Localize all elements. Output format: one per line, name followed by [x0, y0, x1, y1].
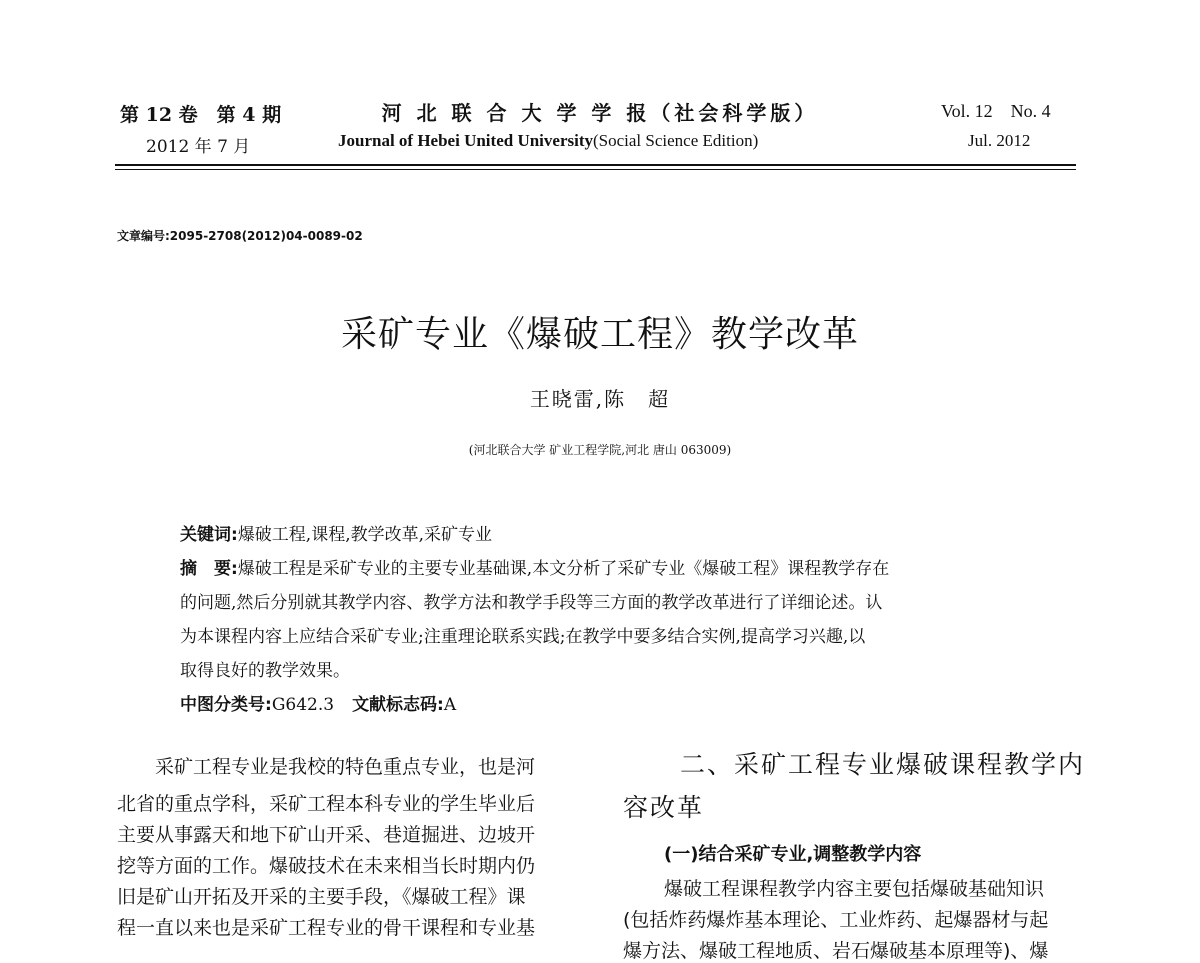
header-date-en: Jul. 2012: [968, 131, 1031, 150]
journal-title-en: [338, 131, 758, 151]
abstract-line: 取得良好的教学效果。: [180, 661, 350, 681]
keywords: [180, 520, 492, 545]
clc-label: 中图分类号:: [180, 695, 272, 715]
body-line: 主要从事露天和地下矿山开采、巷道掘进、边坡开: [117, 824, 536, 846]
section-heading-continued: 容改革: [623, 793, 705, 822]
header-date-cn: 2012 年 7 月: [146, 137, 251, 157]
section-heading: 二、采矿工程专业爆破课程教学内: [680, 750, 1086, 779]
body-line: 北省的重点学科，采矿工程本科专业的学生毕业后: [117, 793, 536, 815]
header-rule-thin: [115, 169, 1076, 170]
subsection-heading: (一)结合采矿专业,调整教学内容: [664, 844, 922, 865]
body-line: 程一直以来也是采矿工程专业的骨干课程和专业基: [117, 917, 536, 939]
body-line: 挖等方面的工作。爆破技术在未来相当长时期内仍: [117, 855, 536, 877]
article-number: 文章编号:2095-2708(2012)04-0089-02: [117, 229, 363, 243]
keywords-text: 爆破工程,课程,教学改革,采矿专业: [237, 525, 493, 545]
body-line: (包括炸药爆炸基本理论、工业炸药、起爆器材与起: [623, 909, 1049, 931]
classification: [180, 690, 456, 715]
article-authors: 王晓雷,陈 超: [529, 387, 671, 411]
body-line: 爆方法、爆破工程地质、岩石爆破基本原理等)、爆: [623, 940, 1049, 962]
body-line: 爆破工程课程教学内容主要包括爆破基础知识: [664, 878, 1045, 900]
author-affiliation: (河北联合大学 矿业工程学院,河北 唐山 063009): [468, 443, 732, 457]
keywords-label: 关键词:: [180, 525, 238, 545]
doc-code-value: A: [443, 695, 457, 715]
body-line: 采矿工程专业是我校的特色重点专业，也是河: [155, 756, 536, 778]
header-volume-issue-cn: 第 12 卷 第 4 期: [120, 104, 282, 126]
header-volume-issue-en: Vol. 12 No. 4: [941, 101, 1051, 121]
journal-title-en-sub: (Social Science Edition): [593, 131, 759, 150]
abstract-line: 的问题,然后分别就其教学内容、教学方法和教学手段等三方面的教学改革进行了详细论述。认: [180, 593, 883, 613]
header-rule-thick: [115, 164, 1076, 166]
body-line: 旧是矿山开拓及开采的主要手段，《爆破工程》课: [117, 886, 526, 908]
article-title: 采矿专业《爆破工程》教学改革: [340, 314, 859, 355]
abstract-line: 爆破工程是采矿专业的主要专业基础课,本文分析了采矿专业《爆破工程》课程教学存在: [237, 559, 890, 579]
journal-title-cn: 河 北 联 合 大 学 学 报（社会科学版）: [381, 101, 819, 125]
abstract-line: 为本课程内容上应结合采矿专业;注重理论联系实践;在教学中要多结合实例,提高学习兴趣,以: [180, 627, 866, 647]
abstract-label: 摘 要:: [180, 559, 238, 579]
clc-value: G642.3: [271, 695, 335, 715]
journal-title-en-main: Journal of Hebei United University: [338, 131, 593, 150]
doc-code-label: 文献标志码:: [352, 695, 444, 715]
abstract-first-line: [180, 554, 889, 579]
